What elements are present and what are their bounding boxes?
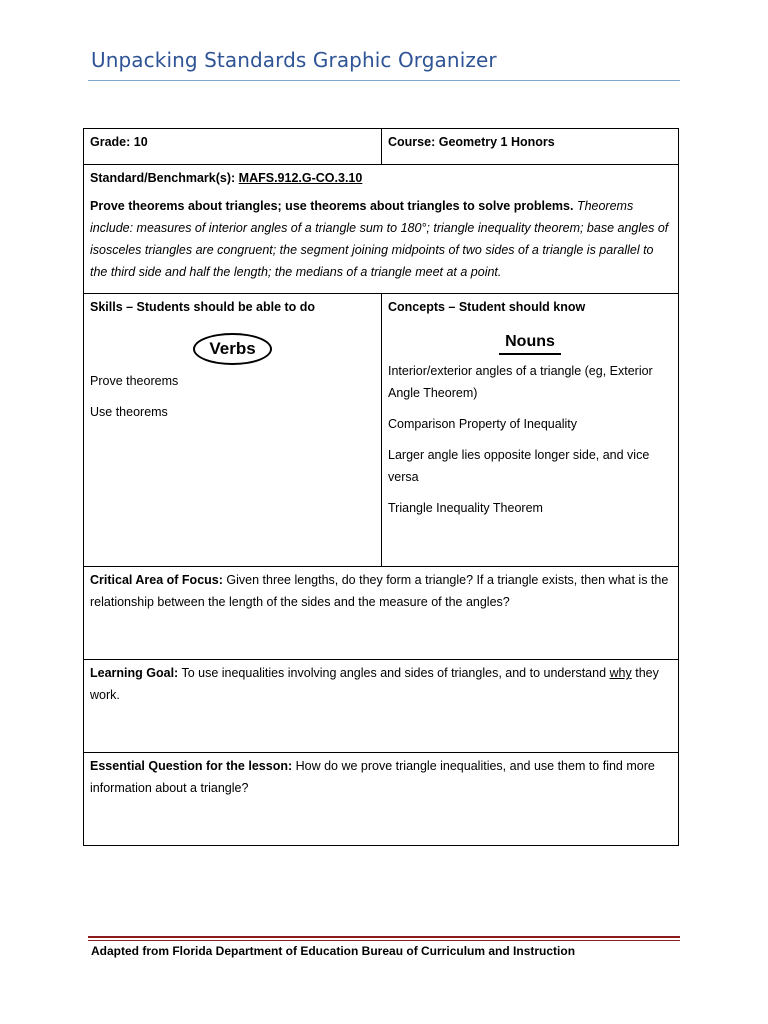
question-row: [84, 753, 679, 846]
course-cell: [382, 129, 679, 165]
page-title: Unpacking Standards Graphic Organizer: [91, 48, 497, 72]
standard-row: [84, 165, 679, 294]
footer-credit: Adapted from Florida Department of Education Bureau of Curriculum and Instruction: [91, 944, 576, 958]
skills-concepts-row: [84, 294, 679, 567]
skill-item: Prove theorems: [90, 373, 179, 388]
goal-label: Learning Goal:: [90, 666, 179, 680]
footer-divider-thin: [88, 940, 680, 941]
question-cell: [84, 753, 679, 846]
standard-statement: Prove theorems about triangles; use theorems about triangles to solve problems.: [90, 198, 574, 213]
grade-label: Grade:: [90, 135, 131, 149]
question-label: Essential Question for the lesson:: [90, 759, 293, 773]
focus-cell: [84, 567, 679, 660]
verbs-badge: Verbs: [193, 333, 271, 365]
organizer-table: [83, 128, 679, 846]
skill-item: Use theorems: [90, 404, 168, 419]
goal-cell: [84, 660, 679, 753]
standard-code: MAFS.912.G-CO.3.10: [238, 171, 363, 185]
standard-label: Standard/Benchmark(s):: [90, 171, 236, 185]
question-text: How do we prove triangle inequalities, and use them to find more information about a triangle?: [90, 759, 655, 795]
nouns-badge: Nouns: [499, 331, 561, 355]
goal-emphasis: why: [609, 666, 632, 680]
goal-text-before: To use inequalities involving angles and sides of triangles, and to understand: [181, 666, 607, 680]
concept-item: Interior/exterior angles of a triangle (eg, Exterior Angle Theorem): [388, 364, 653, 401]
grade-value: 10: [133, 135, 148, 149]
concept-item: Larger angle lies opposite longer side, and vice versa: [388, 447, 650, 484]
concept-item: Comparison Property of Inequality: [388, 417, 577, 432]
focus-text: Given three lengths, do they form a triangle? If a triangle exists, then what is the relationship between the length of the sides and the measure of the angles?: [90, 573, 669, 609]
concepts-cell: [382, 294, 679, 567]
skills-cell: [84, 294, 382, 567]
goal-text-after: they work.: [90, 666, 659, 702]
grade-cell: [84, 129, 382, 165]
title-divider: [88, 80, 680, 81]
concepts-heading: Concepts – Student should know: [388, 300, 586, 314]
concept-item: Triangle Inequality Theorem: [388, 500, 543, 515]
course-label: Course:: [388, 135, 436, 149]
footer-divider: [88, 936, 680, 938]
goal-row: [84, 660, 679, 753]
standard-cell: [84, 165, 679, 294]
focus-label: Critical Area of Focus:: [90, 573, 223, 587]
focus-row: [84, 567, 679, 660]
skills-heading: Skills – Students should be able to do: [90, 300, 316, 314]
course-value: Geometry 1 Honors: [438, 135, 555, 149]
grade-course-row: [84, 129, 679, 165]
standard-detail: Theorems include: measures of interior angles of a triangle sum to 180°; triangle inequality theorem; base angles of isosceles triangles are congruent; the segment joining midpoints of two sides of a triangle is parallel to the third side and half the length; the medians of a triangle meet at a point.: [90, 198, 669, 279]
